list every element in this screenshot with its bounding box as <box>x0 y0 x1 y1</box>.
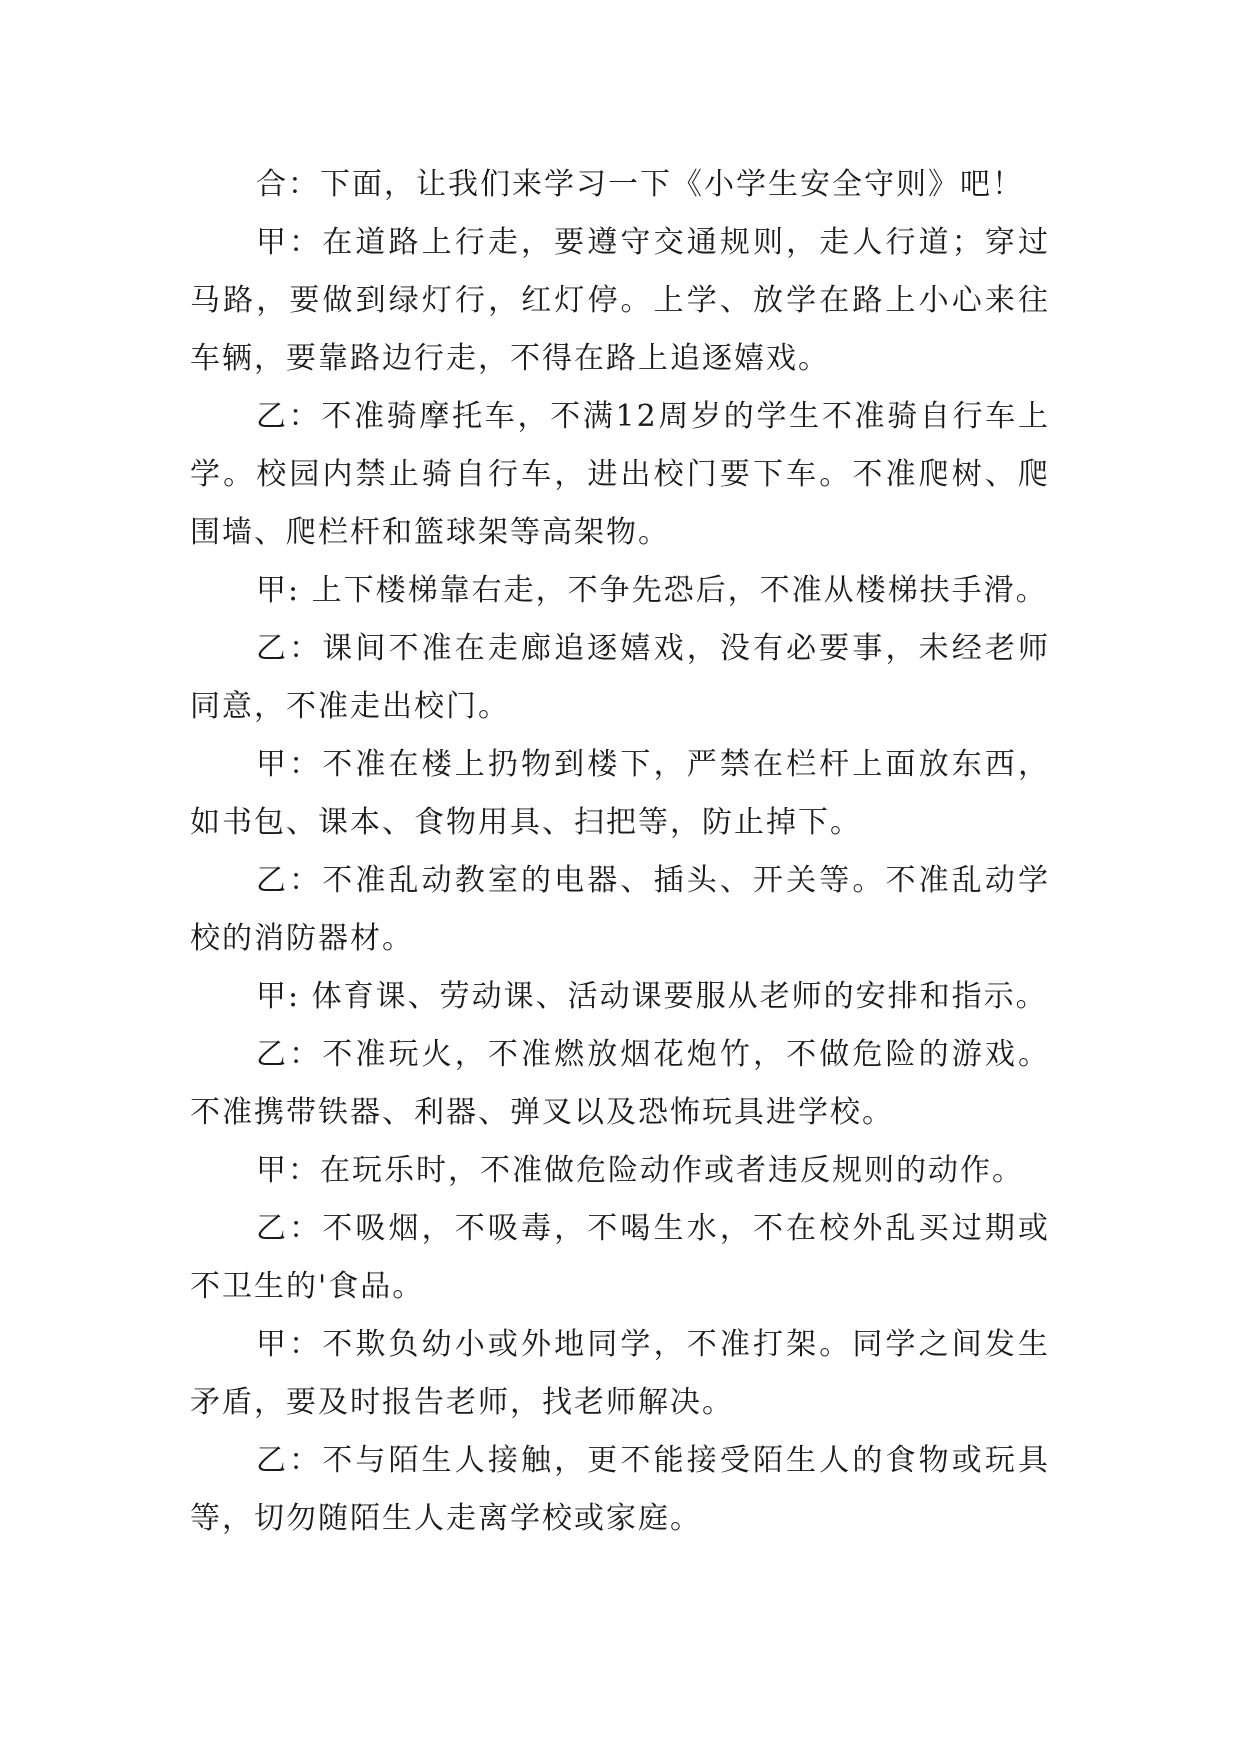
document-body <box>190 156 1050 1548</box>
paragraph-corridor-rules: 乙：课间不准在走廊追逐嬉戏，没有必要事，未经老师同意，不准走出校门。 <box>190 631 1050 724</box>
paragraph-throwing-rules: 甲：不准在楼上扔物到楼下，严禁在栏杆上面放东西，如书包、课本、食物用具、扫把等，防止掉下。 <box>190 747 1050 840</box>
paragraph-play-rules: 甲：在玩乐时，不准做危险动作或者违反规则的动作。 <box>256 1153 1024 1188</box>
paragraph-conflict-rules: 甲：不欺负幼小或外地同学，不准打架。同学之间发生矛盾，要及时报告老师，找老师解决。 <box>190 1327 1050 1420</box>
paragraph-intro: 合：下面，让我们来学习一下《小学生安全守则》吧！ <box>256 167 1024 202</box>
paragraph-stairs-rules: 甲: 上下楼梯靠右走，不争先恐后，不准从楼梯扶手滑。 <box>256 573 1048 608</box>
paragraph-electrical-rules: 乙：不准乱动教室的电器、插头、开关等。不准乱动学校的消防器材。 <box>190 863 1050 956</box>
paragraph-stranger-rules: 乙：不与陌生人接触，更不能接受陌生人的食物或玩具等，切勿随陌生人走离学校或家庭。 <box>190 1443 1050 1536</box>
paragraph-class-rules: 甲: 体育课、劳动课、活动课要服从老师的安排和指示。 <box>256 979 1048 1014</box>
paragraph-health-rules: 乙：不吸烟，不吸毒，不喝生水，不在校外乱买过期或不卫生的'食品。 <box>190 1211 1050 1304</box>
paragraph-traffic-rules: 甲：在道路上行走，要遵守交通规则，走人行道；穿过马路，要做到绿灯行，红灯停。上学、放学在路上小心来往车辆，要靠路边行走，不得在路上追逐嬉戏。 <box>190 225 1050 376</box>
paragraph-cycling-rules: 乙：不准骑摩托车，不满12周岁的学生不准骑自行车上学。校园内禁止骑自行车，进出校门要下车。不准爬树、爬围墙、爬栏杆和篮球架等高架物。 <box>190 399 1050 550</box>
paragraph-fire-rules: 乙：不准玩火，不准燃放烟花炮竹，不做危险的游戏。不准携带铁器、利器、弹叉以及恐怖玩具进学校。 <box>190 1037 1050 1130</box>
